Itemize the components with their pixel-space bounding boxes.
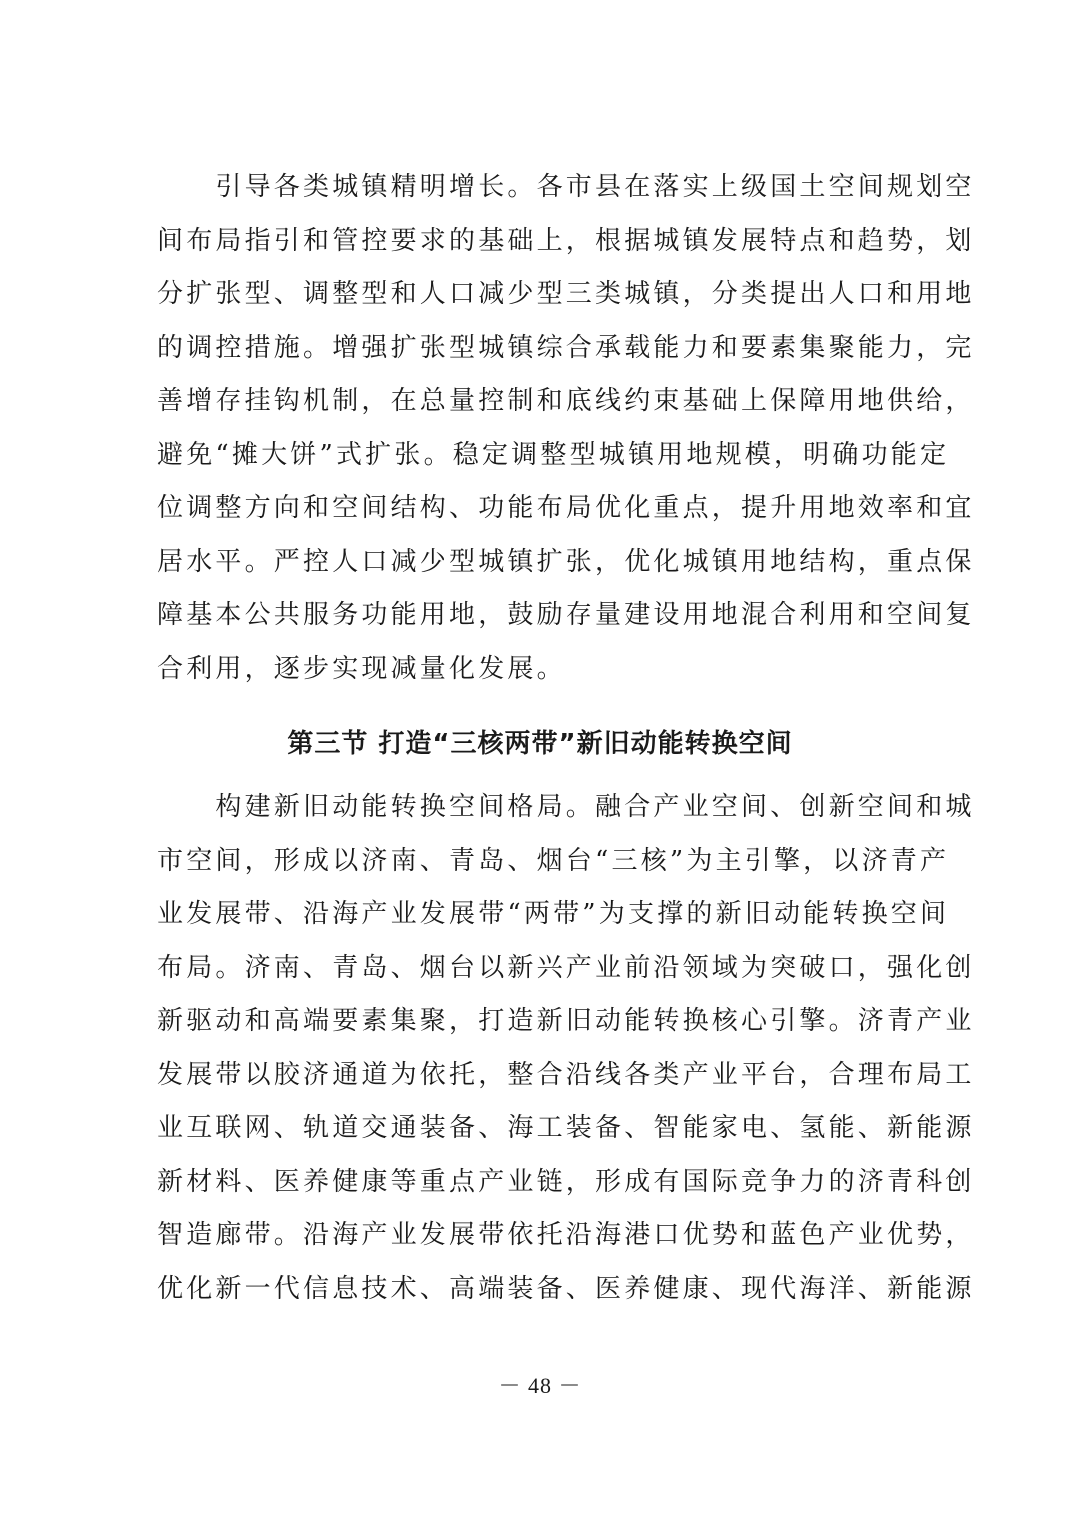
text-line: 构建新旧动能转换空间格局。融合产业空间、创新空间和城 (157, 792, 975, 822)
text-line: 智造廊带。沿海产业发展带依托沿海港口优势和蓝色产业优势， (157, 1220, 975, 1250)
text-line: 居水平。严控人口减少型城镇扩张，优化城镇用地结构，重点保 (157, 546, 975, 577)
text-line: 市空间，形成以济南、青岛、烟台“三核”为主引擎，以济青产 (157, 845, 950, 876)
text-line: 善增存挂钩机制，在总量控制和底线约束基础上保障用地供给， (157, 386, 975, 416)
text-line: 新驱动和高端要素集聚，打造新旧动能转换核心引擎。济青产业 (157, 1006, 975, 1036)
text-line: 合利用，逐步实现减量化发展。 (157, 653, 566, 684)
text-line: 间布局指引和管控要求的基础上，根据城镇发展特点和趋势，划 (157, 225, 975, 256)
text-line: 障基本公共服务功能用地，鼓励存量建设用地混合利用和空间复 (157, 600, 975, 630)
text-line: 引导各类城镇精明增长。各市县在落实上级国土空间规划空 (157, 172, 975, 202)
text-line: 业发展带、沿海产业发展带“两带”为支撑的新旧动能转换空间 (157, 899, 950, 929)
text-line: 优化新一代信息技术、高端装备、医养健康、现代海洋、新能源 (157, 1273, 975, 1304)
paragraph-town-growth (157, 161, 975, 696)
text-line: 避免“摊大饼”式扩张。稳定调整型城镇用地规模，明确功能定 (157, 439, 950, 470)
text-line: 的调控措施。增强扩张型城镇综合承载能力和要素集聚能力，完 (157, 332, 975, 363)
text-line: 布局。济南、青岛、烟台以新兴产业前沿领域为突破口，强化创 (157, 952, 975, 983)
text-line: 分扩张型、调整型和人口减少型三类城镇，分类提出人口和用地 (157, 279, 975, 309)
text-line: 位调整方向和空间结构、功能布局优化重点，提升用地效率和宜 (157, 493, 975, 523)
page-number: － 48 － (498, 1373, 582, 1398)
text-line: 发展带以胶济通道为依托，整合沿线各类产业平台，合理布局工 (157, 1059, 975, 1090)
text-line: 新材料、医养健康等重点产业链，形成有国际竞争力的济青科创 (157, 1166, 975, 1197)
paragraph-kinetic-energy-layout (157, 781, 975, 1316)
section-heading: 第三节 打造“三核两带”新旧动能转换空间 (287, 729, 793, 759)
text-line: 业互联网、轨道交通装备、海工装备、智能家电、氢能、新能源 (157, 1113, 975, 1143)
